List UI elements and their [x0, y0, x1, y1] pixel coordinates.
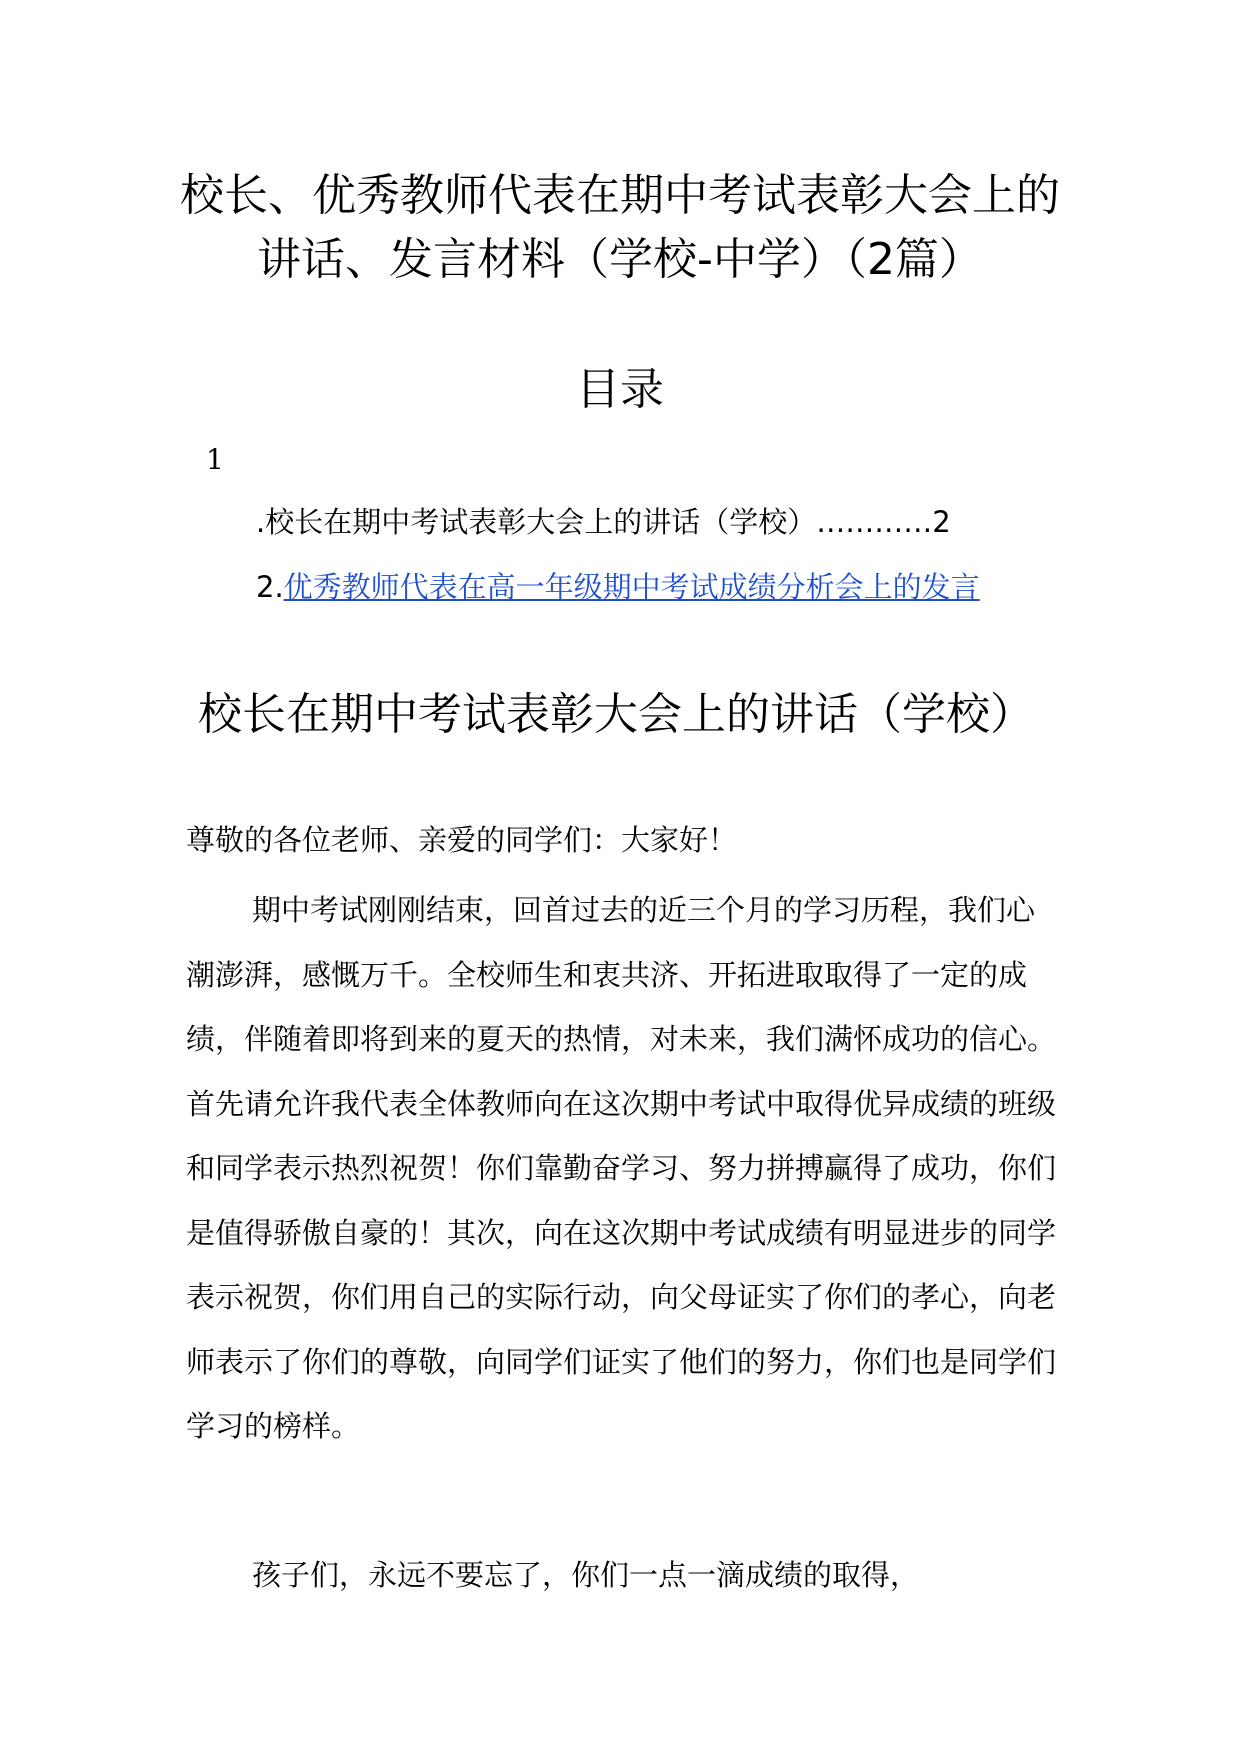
toc-number: 1 [206, 443, 224, 476]
toc-item-2-link[interactable]: 优秀教师代表在高一年级期中考试成绩分析会上的发言 [283, 570, 980, 604]
toc-item-1[interactable]: .校长在期中考试表彰大会上的讲话（学校）…………2 [256, 505, 951, 539]
toc-heading: 目录 [576, 364, 664, 415]
section-title: 校长在期中考试表彰大会上的讲话（学校） [198, 689, 1034, 740]
toc-item-2[interactable] [186, 555, 1066, 619]
body-paragraph: 孩子们，永远不要忘了，你们一点一滴成绩的取得， [252, 1558, 920, 1592]
body-paragraph: 期中考试刚刚结束，回首过去的近三个月的学习历程，我们心潮澎湃，感慨万千。全校师生和衷共济、开拓进取取得了一定的成绩，伴随着即将到来的夏天的热情，对未来，我们满怀成功的信心。首先请允许我代表全体教师向在这次期中考试中取得优异成绩的班级和同学表示热烈祝贺！你们靠勤奋学习、努力拼搏赢得了成功，你们是值得骄傲自豪的！其次，向在这次期中考试成绩有明显进步的同学表示祝贺，你们用自己的实际行动，向父母证实了你们的孝心，向老师表示了你们的尊敬，向同学们证实了他们的努力，你们也是同学们学习的榜样。 [186, 893, 1057, 1443]
salutation: 尊敬的各位老师、亲爱的同学们：大家好！ [186, 823, 738, 857]
document-title: 校长、优秀教师代表在期中考试表彰大会上的讲话、发言材料（学校-中学）（2篇） [180, 170, 1060, 285]
toc-item-2-prefix: 2. [256, 570, 284, 604]
